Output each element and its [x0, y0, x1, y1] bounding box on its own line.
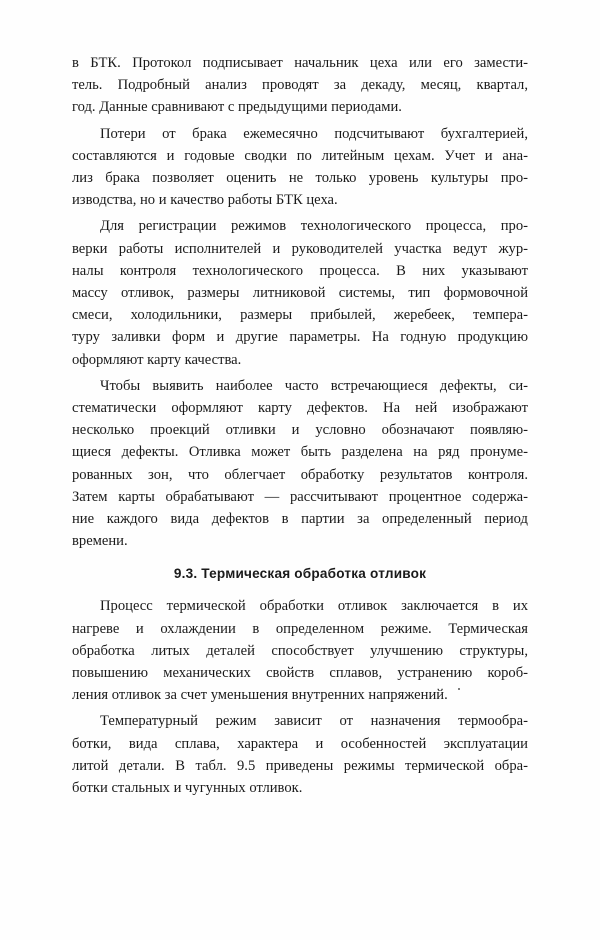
text-line: стематически оформляют карту дефектов. На ней изображают	[72, 400, 528, 417]
text-line: нагреве и охлаждении в определенном режиме. Термическая	[72, 620, 528, 637]
text-line: рованных зон, что облегчает обработку результатов контроля.	[72, 466, 528, 483]
page-body	[72, 52, 528, 799]
text-line: Процесс термической обработки отливок заключается в их	[100, 598, 528, 615]
text-line: времени.	[72, 533, 128, 550]
text-line: оформляют карту качества.	[72, 351, 242, 368]
text-line: обработка литых деталей способствует улучшению структуры,	[72, 642, 528, 659]
paragraph-2	[72, 123, 528, 212]
text-line: изводства, но и качество работы БТК цеха.	[72, 192, 338, 209]
scan-speck	[458, 688, 460, 690]
text-line: туру заливки форм и другие параметры. На годную продукцию	[72, 329, 528, 346]
text-line: Чтобы выявить наиболее часто встречающиеся дефекты, си-	[100, 377, 528, 394]
text-line: Для регистрации режимов технологического процесса, про-	[100, 218, 528, 235]
text-line: верки работы исполнителей и руководителей участка ведут жур-	[72, 240, 528, 257]
text-line: в БТК. Протокол подписывает начальник цеха или его замести-	[72, 55, 528, 71]
text-line: Затем карты обрабатывают — рассчитывают процентное содержа-	[72, 488, 528, 505]
paragraph-5	[72, 595, 528, 706]
text-line: год. Данные сравнивают с предыдущими периодами.	[72, 99, 402, 116]
paragraph-3	[72, 215, 528, 370]
text-line: ботки, вида сплава, характера и особенностей эксплуатации	[72, 735, 528, 752]
text-line: повышению механических свойств сплавов, устранению короб-	[72, 665, 528, 682]
text-line: литой детали. В табл. 9.5 приведены режимы термической обра-	[72, 757, 528, 774]
text-line: щиеся дефекты. Отливка может быть разделена на ряд пронуме-	[72, 444, 528, 461]
paragraph-6	[72, 710, 528, 799]
text-line: ботки стальных и чугунных отливок.	[72, 780, 303, 797]
text-line: Температурный режим зависит от назначения термообра-	[100, 713, 528, 730]
text-line: лиз брака позволяет оценить не только уровень культуры про-	[72, 170, 528, 187]
text-line: Потери от брака ежемесячно подсчитывают бухгалтерией,	[100, 125, 528, 142]
section-heading: 9.3. Термическая обработка отливок	[173, 566, 427, 582]
paragraph-4	[72, 375, 528, 553]
text-line: налы контроля технологического процесса. В них указывают	[72, 262, 528, 279]
text-line: массу отливок, размеры литниковой системы, тип формовочной	[72, 285, 528, 302]
text-line: несколько проекций отливки и условно обозначают появляю-	[72, 422, 528, 439]
text-line: ления отливок за счет уменьшения внутренних напряжений.	[72, 687, 448, 704]
text-line: ние каждого вида дефектов в партии за определенный период	[72, 511, 528, 528]
text-line: смеси, холодильники, размеры прибылей, жеребеек, темпера-	[72, 307, 528, 324]
text-line: составляются и годовые сводки по литейным цехам. Учет и ана-	[72, 147, 528, 164]
text-line: тель. Подробный анализ проводят за декаду, месяц, квартал,	[72, 77, 528, 94]
paragraph-1	[72, 52, 528, 119]
